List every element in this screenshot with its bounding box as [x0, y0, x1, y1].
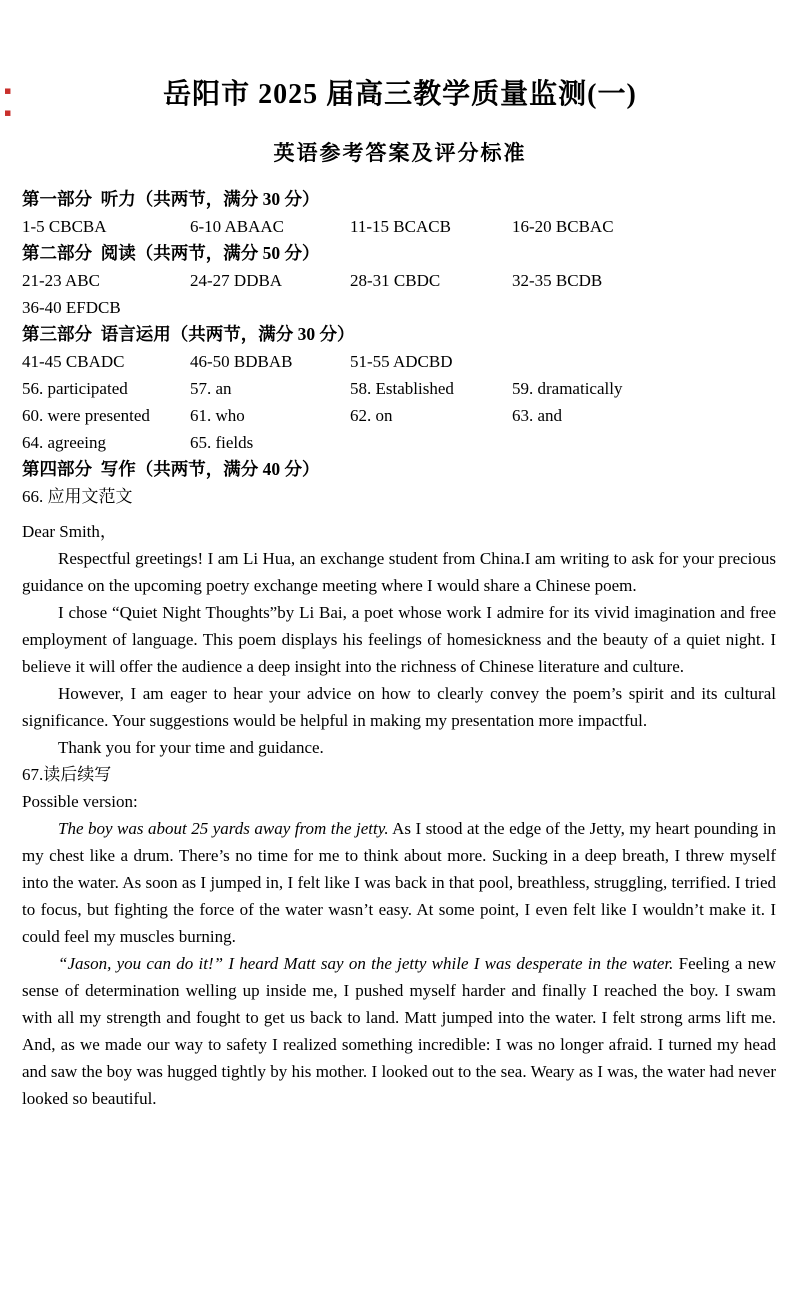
answer-cell: 58. Established — [350, 379, 454, 398]
red-corner-mark: ▪ — [4, 106, 12, 119]
answer-cell: 56. participated — [22, 379, 128, 398]
narrative-italic-lead: The boy was about 25 yards away from the jetty. — [58, 819, 389, 838]
narrative-italic-lead: “Jason, you can do it!” I heard Matt say on the jetty while I was desperate in the water. — [58, 954, 674, 973]
letter-paragraph: Respectful greetings! I am Li Hua, an exchange student from China.I am writing to ask for your precious guidance on the upcoming poetry exchange meeting where I would share a Chinese poem. — [22, 549, 776, 595]
item-66-label: 66. 应用文范文 — [22, 487, 133, 506]
section-heading-part3: 第三部分 语言运用（共两节，满分 30 分） — [22, 324, 355, 344]
answer-row — [22, 267, 776, 294]
narrative-continuation: As I stood at the edge of the Jetty, my heart pounding in my chest like a drum. There’s no time for me to think about more. Sucking in a deep breath, I threw myself into the water. As soon as I jumped in, I felt like I was back in that pool, breathless, struggling, terrified. I tried to focus, but fighting the force of the water wasn’t easy. At some point, I even felt like I wouldn’t make it. I could feel my muscles burning. — [22, 819, 776, 946]
answer-row — [22, 348, 776, 375]
answer-cell: 32-35 BCDB — [512, 271, 603, 290]
answer-cell: 46-50 BDBAB — [190, 352, 293, 371]
item-67-label: 67.读后续写 — [22, 765, 112, 784]
answer-row — [22, 375, 776, 402]
answer-cell: 62. on — [350, 406, 393, 425]
section-heading-part4: 第四部分 写作（共两节，满分 40 分） — [22, 459, 320, 479]
narrative-continuation: Feeling a new sense of determination welling up inside me, I pushed myself harder and finally I reached the boy. I swam with all my strength and fought to get us back to land. Matt jumped into the water. I felt strong arms lift me. And, as we made our way to safety I realized something incredible: I was no longer afraid. I turned my head and saw the boy was hugged tightly by his mother. I looked out to the sea. Weary as I was, the water had never looked so beautiful. — [22, 954, 777, 1108]
answer-cell: 1-5 CBCBA — [22, 217, 107, 236]
answer-cell: 63. and — [512, 406, 563, 425]
letter-paragraph: However, I am eager to hear your advice on how to clearly convey the poem’s spirit and its cultural significance. Your suggestions would be helpful in making my presentation more impactful. — [22, 684, 776, 730]
answer-cell: 64. agreeing — [22, 433, 107, 452]
section-heading-part1: 第一部分 听力（共两节，满分 30 分） — [22, 189, 320, 209]
document-body — [0, 186, 800, 1112]
answer-cell: 60. were presented — [22, 406, 150, 425]
answer-cell: 41-45 CBADC — [22, 352, 125, 371]
answer-cell: 65. fields — [190, 433, 254, 452]
answer-row — [22, 294, 776, 321]
answer-cell: 28-31 CBDC — [350, 271, 441, 290]
exam-answer-document — [0, 78, 800, 1302]
possible-version-label: Possible version: — [22, 792, 138, 811]
narrative-paragraph — [22, 815, 776, 950]
answer-cell: 51-55 ADCBD — [350, 352, 453, 371]
corner-marks — [4, 84, 20, 119]
answer-cell: 24-27 DDBA — [190, 271, 283, 290]
letter-salutation: Dear Smith， — [22, 522, 117, 541]
letter-closing: Thank you for your time and guidance. — [58, 738, 324, 757]
page-title: 岳阳市 2025 届高三教学质量监测(一) — [163, 79, 637, 110]
answer-cell: 16-20 BCBAC — [512, 217, 614, 236]
answer-row — [22, 213, 776, 240]
answer-row — [22, 402, 776, 429]
answer-cell: 59. dramatically — [512, 379, 623, 398]
answer-cell: 57. an — [190, 379, 232, 398]
answer-cell: 6-10 ABAAC — [190, 217, 284, 236]
answer-cell: 36-40 EFDCB — [22, 298, 121, 317]
narrative-paragraph — [22, 950, 776, 1112]
answer-cell: 11-15 BCACB — [350, 217, 451, 236]
section-heading-part2: 第二部分 阅读（共两节，满分 50 分） — [22, 243, 320, 263]
red-corner-mark: ▪ — [4, 84, 12, 97]
answer-cell: 61. who — [190, 406, 245, 425]
answer-row — [22, 429, 776, 456]
letter-paragraph: I chose “Quiet Night Thoughts”by Li Bai, a poet whose work I admire for its vivid imagination and free employment of language. This poem displays his feelings of homesickness and the beauty of a quiet night. I believe it will offer the audience a deep insight into the richness of Chinese literature and culture. — [22, 603, 776, 676]
page-subtitle: 英语参考答案及评分标准 — [273, 141, 527, 165]
answer-cell: 21-23 ABC — [22, 271, 100, 290]
